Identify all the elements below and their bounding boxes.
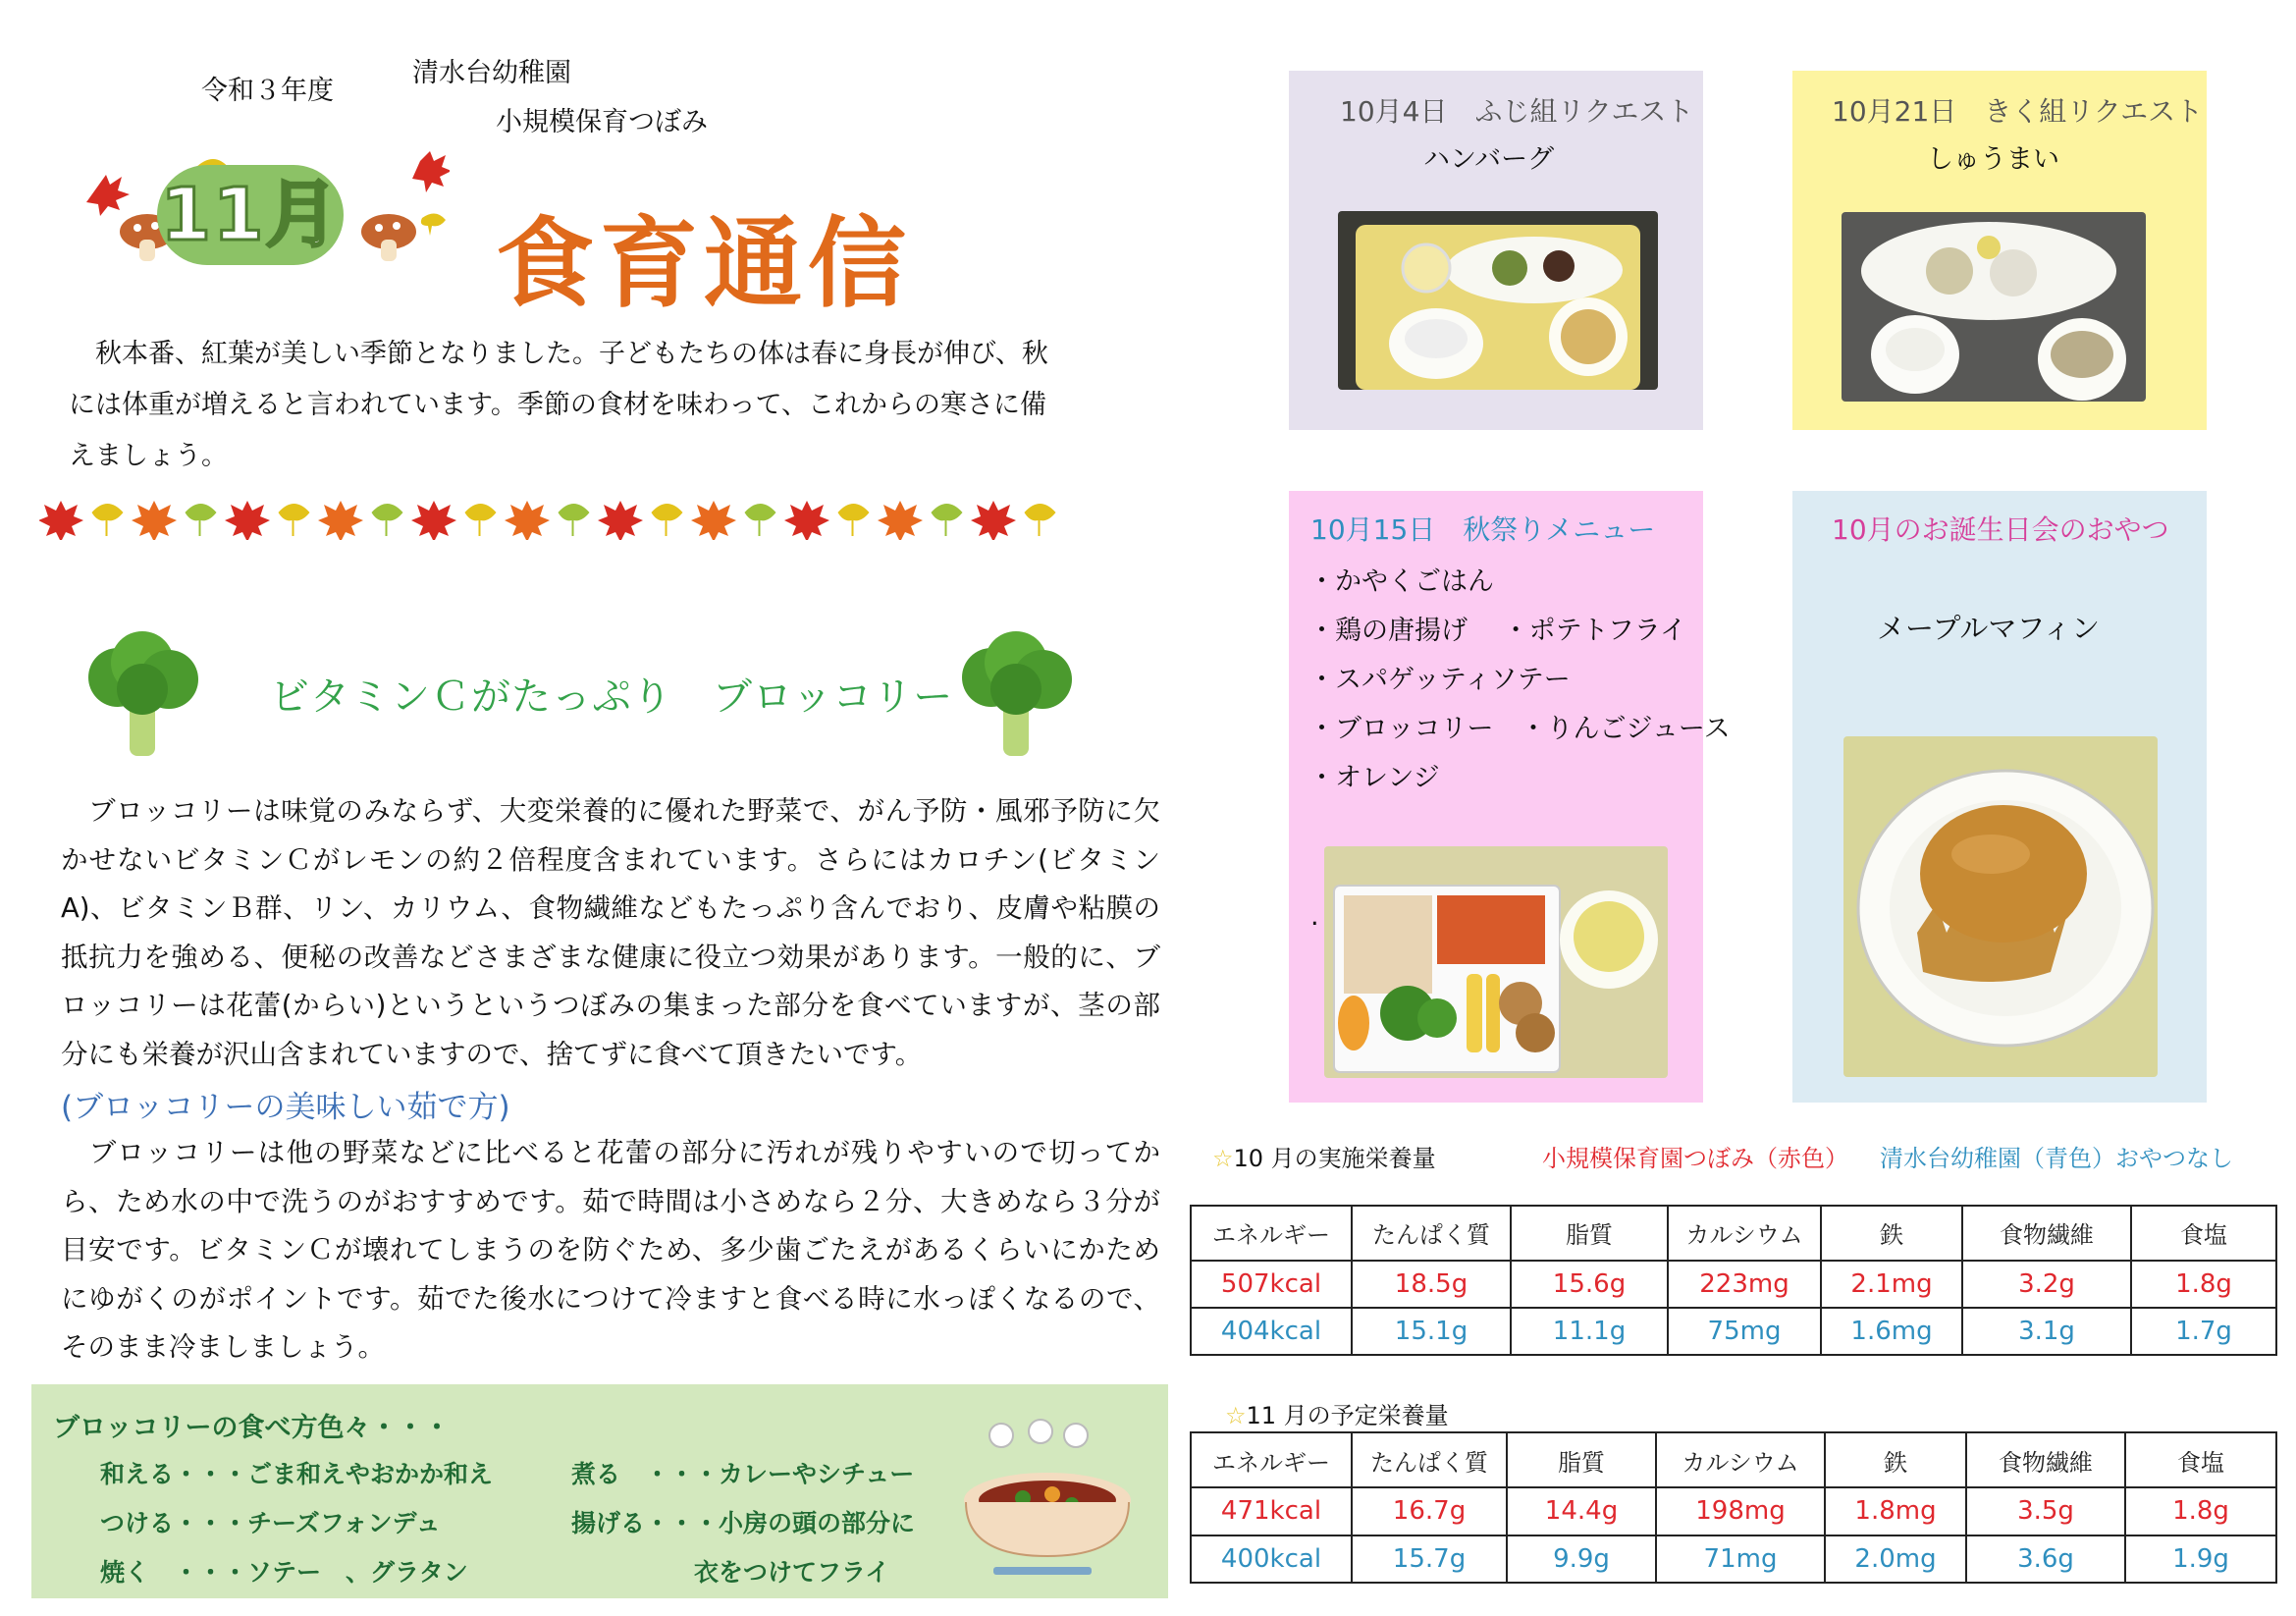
card-dish: しゅうまい (1927, 144, 2059, 175)
col-fiber: 食物繊維 (1966, 1432, 2125, 1487)
menu-item: ・鶏の唐揚げ ・ポテトフライ (1308, 616, 1686, 646)
table-cell: 1.6mg (1821, 1308, 1962, 1355)
ginkgo-leaf-icon (372, 504, 403, 536)
stray-dot: . (1310, 901, 1319, 932)
maple-leaf-icon (411, 501, 456, 540)
ginkgo-leaf-icon (186, 504, 217, 536)
table-cell: 471kcal (1191, 1487, 1352, 1535)
table-cell: 3.1g (1962, 1308, 2131, 1355)
table-cell: 1.9g (2125, 1535, 2276, 1583)
mushroom-icon (361, 214, 416, 261)
menu-item: ・かやくごはん (1308, 566, 1494, 597)
ginkgo-leaf-icon (745, 504, 776, 536)
table-cell: 1.8g (2131, 1261, 2276, 1308)
ways-item: 和える・・・ごま和えやおかか和え (100, 1460, 494, 1488)
table-row-tsubomi (1191, 1487, 2276, 1535)
table-cell: 75mg (1668, 1308, 1821, 1355)
maple-leaf-icon (505, 501, 550, 540)
table-cell: 3.5g (1966, 1487, 2125, 1535)
table-cell: 2.1mg (1821, 1261, 1962, 1308)
maple-leaf-icon (598, 501, 643, 540)
broccoli-cooking-body: ブロッコリーは他の野菜などに比べると花蕾の部分に汚れが残りやすいので切ってから、ため水の中で洗うのがおすすめです。茹で時間は小さめなら２分、大きめなら３分が目安です。ビタミンＣが壊れてしまうのを防ぐため、多少歯ごたえがあるくらいにかためにゆがくのがポイントです。茹でた後水につけて冷ますと食べる時に水っぽくなるので、そのまま冷ましましょう。 (61, 1137, 1160, 1363)
hamburger-meal-photo (1338, 211, 1658, 390)
nov-caption-text: 11 月の予定栄養量 (1246, 1402, 1449, 1429)
broccoli-heading: ビタミンＣがたっぷり ブロッコリー (270, 674, 954, 720)
broccoli-subheading: (ブロッコリーの美味しい茹で方) (61, 1090, 510, 1125)
menu-item: ・ブロッコリー ・りんごジュース (1308, 714, 1731, 744)
table-cell: 18.5g (1352, 1261, 1511, 1308)
ginkgo-leaf-icon (465, 504, 497, 536)
oct-nutrition-table (1190, 1205, 2277, 1356)
ways-item: 煮る ・・・カレーやシチュー (571, 1460, 915, 1488)
menu-item: ・オレンジ (1308, 763, 1440, 793)
ginkgo-leaf-icon (652, 504, 683, 536)
col-energy: エネルギー (1191, 1432, 1352, 1487)
oct-caption-text: 10 月の実施栄養量 (1233, 1145, 1436, 1172)
ways-item: 焼く ・・・ソテー 、グラタン (100, 1558, 468, 1587)
col-iron: 鉄 (1821, 1206, 1962, 1261)
card-title: 10月のお誕生日会のおやつ (1832, 513, 2169, 546)
col-fiber: 食物繊維 (1962, 1206, 2131, 1261)
table-cell: 400kcal (1191, 1535, 1352, 1583)
card-kiku-request (1792, 71, 2207, 430)
col-salt: 食塩 (2131, 1206, 2276, 1261)
card-fuji-request (1289, 71, 1703, 430)
intro-paragraph: 秋本番、紅葉が美しい季節となりました。子どもたちの体は春に身長が伸び、秋には体重が増えると言われています。季節の食材を味わって、これからの寒さに備えましょう。 (69, 339, 1048, 471)
ginkgo-leaf-icon (421, 213, 446, 236)
col-protein: たんぱく質 (1352, 1206, 1511, 1261)
ways-to-eat-box (31, 1384, 1168, 1598)
autumn-leaf-border (39, 495, 1070, 540)
maple-leaf-icon (132, 501, 177, 540)
card-title: 10月15日 秋祭りメニュー (1310, 513, 1656, 546)
table-cell: 16.7g (1352, 1487, 1507, 1535)
legend-red: 小規模保育園つぼみ（赤色） (1542, 1145, 1848, 1172)
newsletter-title: 食育通信 (496, 206, 912, 321)
school-name: 清水台幼稚園 (412, 58, 571, 88)
maple-leaf-icon (971, 501, 1016, 540)
maple-leaf-icon (784, 501, 829, 540)
star-icon: ☆ (1212, 1145, 1234, 1172)
table-row-tsubomi (1191, 1261, 2276, 1308)
card-birthday-snack (1792, 491, 2207, 1103)
broccoli-icon (79, 628, 206, 761)
ways-item: つける・・・チーズフォンデュ (100, 1509, 441, 1537)
maple-leaf-icon (39, 501, 83, 540)
table-cell: 11.1g (1511, 1308, 1668, 1355)
table-cell: 1.8g (2125, 1487, 2276, 1535)
card-autumn-festival-menu (1289, 491, 1731, 1103)
table-row-kindergarten (1191, 1308, 2276, 1355)
table-cell: 3.6g (1966, 1535, 2125, 1583)
shumai-meal-photo (1842, 212, 2146, 402)
table-cell: 507kcal (1191, 1261, 1352, 1308)
ginkgo-leaf-icon (92, 504, 124, 536)
col-energy: エネルギー (1191, 1206, 1352, 1261)
table-cell: 1.7g (2131, 1308, 2276, 1355)
table-row-kindergarten (1191, 1535, 2276, 1583)
table-cell: 1.8mg (1825, 1487, 1966, 1535)
month-badge: 11月 (157, 165, 344, 265)
table-cell: 15.1g (1352, 1308, 1511, 1355)
table-header-row (1191, 1432, 2276, 1487)
maple-leaf-icon (878, 501, 923, 540)
festival-menu-photo (1324, 846, 1668, 1078)
table-cell: 404kcal (1191, 1308, 1352, 1355)
broccoli-icon (952, 628, 1080, 761)
ways-item: 衣をつけてフライ (571, 1558, 890, 1587)
col-calcium: カルシウム (1656, 1432, 1825, 1487)
star-icon: ☆ (1225, 1402, 1247, 1429)
table-cell: 14.4g (1507, 1487, 1656, 1535)
col-salt: 食塩 (2125, 1432, 2276, 1487)
table-cell: 223mg (1668, 1261, 1821, 1308)
ginkgo-leaf-icon (279, 504, 310, 536)
nov-nutrition-table (1190, 1431, 2277, 1584)
table-cell: 2.0mg (1825, 1535, 1966, 1583)
ginkgo-leaf-icon (932, 504, 963, 536)
maple-leaf-icon (86, 175, 130, 216)
maple-muffin-photo (1843, 736, 2158, 1077)
ginkgo-leaf-icon (559, 504, 590, 536)
table-cell: 198mg (1656, 1487, 1825, 1535)
oct-caption (1212, 1139, 1436, 1173)
maple-leaf-icon (225, 501, 270, 540)
maple-leaf-icon (318, 501, 363, 540)
broccoli-body: ブロッコリーは味覚のみならず、大変栄養的に優れた野菜で、がん予防・風邪予防に欠かせないビタミンＣがレモンの約２倍程度含まれています。さらにはカロチン(ビタミンA)、ビタミンＢ群、リン、カリウム、食物繊維などもたっぷり含んでおり、皮膚や粘膜の抵抗力を強める、便秘の改善などさまざまな健康に役立つ効果があります。一般的に、ブロッコリーは花蕾(からい)というというつぼみの集まった部分を食べていますが、茎の部分にも栄養が沢山含まれていますので、捨てずに食べて頂きたいです。 (61, 795, 1160, 1070)
nov-caption (1225, 1396, 1449, 1430)
col-fat: 脂質 (1511, 1206, 1668, 1261)
table-cell: 9.9g (1507, 1535, 1656, 1583)
card-dish: ハンバーグ (1423, 144, 1555, 175)
table-cell: 15.7g (1352, 1535, 1507, 1583)
ways-item: 揚げる・・・小房の頭の部分に (571, 1509, 916, 1537)
table-header-row (1191, 1206, 2276, 1261)
card-title: 10月21日 きく組リクエスト (1832, 95, 2204, 128)
fiscal-year: 令和３年度 (201, 76, 334, 106)
menu-item: ・スパゲッティソテー (1308, 665, 1571, 695)
ways-title: ブロッコリーの食べ方色々・・・ (53, 1413, 451, 1443)
unit-name: 小規模保育つぼみ (496, 107, 708, 137)
col-calcium: カルシウム (1668, 1206, 1821, 1261)
maple-leaf-icon (691, 501, 736, 540)
ginkgo-leaf-icon (1025, 504, 1056, 536)
col-iron: 鉄 (1825, 1432, 1966, 1487)
card-dish: メープルマフィン (1877, 612, 2101, 645)
stew-pot-icon (954, 1412, 1150, 1589)
col-fat: 脂質 (1507, 1432, 1656, 1487)
table-cell: 3.2g (1962, 1261, 2131, 1308)
table-cell: 71mg (1656, 1535, 1825, 1583)
card-title: 10月4日 ふじ組リクエスト (1340, 95, 1694, 128)
col-protein: たんぱく質 (1352, 1432, 1507, 1487)
ginkgo-leaf-icon (838, 504, 870, 536)
maple-leaf-icon (412, 151, 450, 192)
legend-blue: 清水台幼稚園（青色）おやつなし (1880, 1145, 2233, 1172)
table-cell: 15.6g (1511, 1261, 1668, 1308)
